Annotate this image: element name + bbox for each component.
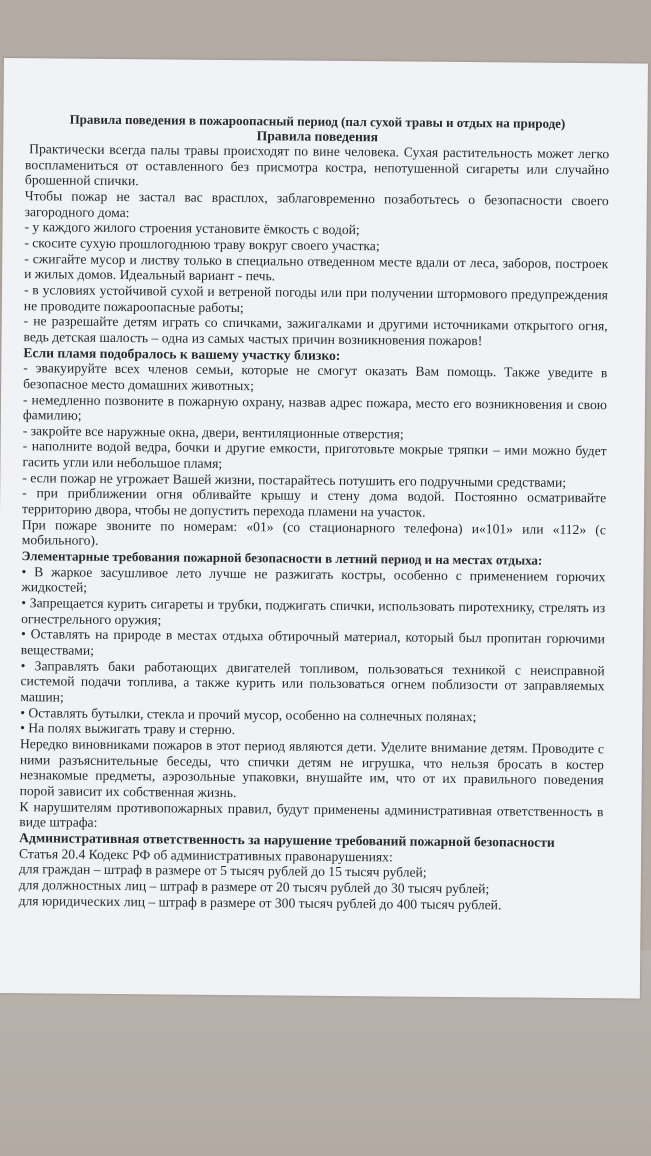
document-subtitle: Правила поведения <box>256 128 379 145</box>
summer-heading: Элементарные требования пожарной безопасности в летний период и на местах отдыха: <box>21 548 543 568</box>
prevent-item: - скосите сухую прошлогоднюю траву вокруг своего участка; <box>24 235 380 254</box>
prevent-item: - не разрешайте детям играть со спичками, зажигалками и другими источниками открытого огня, ведь детская шалость – одна из самых частых причин возникновения пожаров! <box>23 313 608 349</box>
flame-heading: Если пламя подобралось к вашему участку близко: <box>23 344 341 363</box>
liability-heading: Административная ответственность за нарушение требований пожарной безопасности <box>19 830 555 850</box>
summer-item: • На полях выжигать траву и стерню. <box>20 720 236 738</box>
fine-line: для юридических лиц – штраф в размере от 300 тысяч рублей до 400 тысяч рублей. <box>18 892 502 912</box>
summer-item: • Заправлять баки работающих двигателей топливом, пользоваться техникой с неисправной системой подачи топлива, а также курить или пользоваться огнем поблизости от заправляемых машин; <box>20 657 605 705</box>
intro-paragraph: Практически всегда палы травы происходят по вине человека. Сухая растительность может легко воспламениться от оставленного без присмотра костра, непотушенной сигареты или случайно брошенной спички. <box>24 141 610 189</box>
phones-paragraph: При пожаре звоните по номерам: «01» (со стационарного телефона) и«101» или «112» (с мобильного). <box>21 516 606 549</box>
summer-item: • Оставлять бутылки, стекла и прочий мусор, особенно на солнечных полянах; <box>20 704 477 724</box>
flame-item: - при приближении огня обливайте крышу и стену дома водой. Постоянно осматривайте территорию двора, чтобы не допустить перехода пламени на участок. <box>22 485 607 520</box>
paper-sheet <box>0 58 648 999</box>
summer-item: • В жаркое засушливое лето лучше не разжигать костры, особенно с применением горючих жидкостей; <box>21 563 606 596</box>
document-title: Правила поведения в пожароопасный период (пал сухой травы и отдых на природе) <box>69 111 566 131</box>
flame-item: - эвакуируйте всех членов семьи, которые не смогут оказать Вам помощь. Также уведите в безопасное место домашних животных; <box>23 360 608 394</box>
prevent-item: - в условиях устойчивой сухой и ветреной погоды или при получении штормового предупреждения не проводите пожароопасные работы; <box>23 282 609 315</box>
prevent-item: - сжигайте мусор и листву только в специально отведенном месте вдали от леса, заборов, построек и жилых домов. Идеальный вариант - печь. <box>24 250 609 284</box>
violators-paragraph: К нарушителям противопожарных правил, будут применены административная ответственность в виде штрафа: <box>19 798 604 831</box>
document-body <box>19 111 610 913</box>
flame-item: - немедленно позвоните в пожарную охрану, назвав адрес пожара, место его возникновения и свою фамилию; <box>22 391 608 423</box>
children-paragraph: Нередко виновниками пожаров в этот период являются дети. Уделите внимание детям. Проводите с ними разъяснительные беседы, что спички детям не игрушка, что нельзя бросать в костер незнакомые предметы, аэрозольные упаковки, внушайте им, что от их правильного поведения порой зависит их собственная жизнь. <box>19 736 605 800</box>
article-line: Статья 20.4 Кодекс РФ об административных правонарушениях: <box>18 845 393 864</box>
flame-item: - закройте все наружные окна, двери, вентиляционные отверстия; <box>22 422 404 442</box>
summer-item: • Оставлять на природе в местах отдыха обтирочный материал, который был пропитан горючими веществами; <box>20 626 606 658</box>
fine-line: для должностных лиц – штраф в размере от 20 тысяч рублей до 30 тысяч рублей; <box>18 877 490 897</box>
summer-item: • Запрещается курить сигареты и трубки, поджигать спички, использовать пиротехнику, стрелять из огнестрельного оружия; <box>21 595 606 628</box>
fine-line: для граждан – штраф в размере от 5 тысяч рублей до 15 тысяч рублей; <box>18 861 427 880</box>
prevent-lead: Чтобы пожар не застал вас врасплох, заблаговременно позаботьтесь о безопасности своего загородного дома: <box>24 188 609 220</box>
flame-item: - если пожар не угрожает Вашей жизни, постарайтесь потушить его подручными средствами; <box>22 469 567 490</box>
prevent-item: - у каждого жилого строения установите ёмкость с водой; <box>24 219 360 238</box>
flame-item: - наполните водой ведра, бочки и другие емкости, приготовьте мокрые тряпки – ими можно будет гасить угли или небольшое пламя; <box>22 438 607 472</box>
